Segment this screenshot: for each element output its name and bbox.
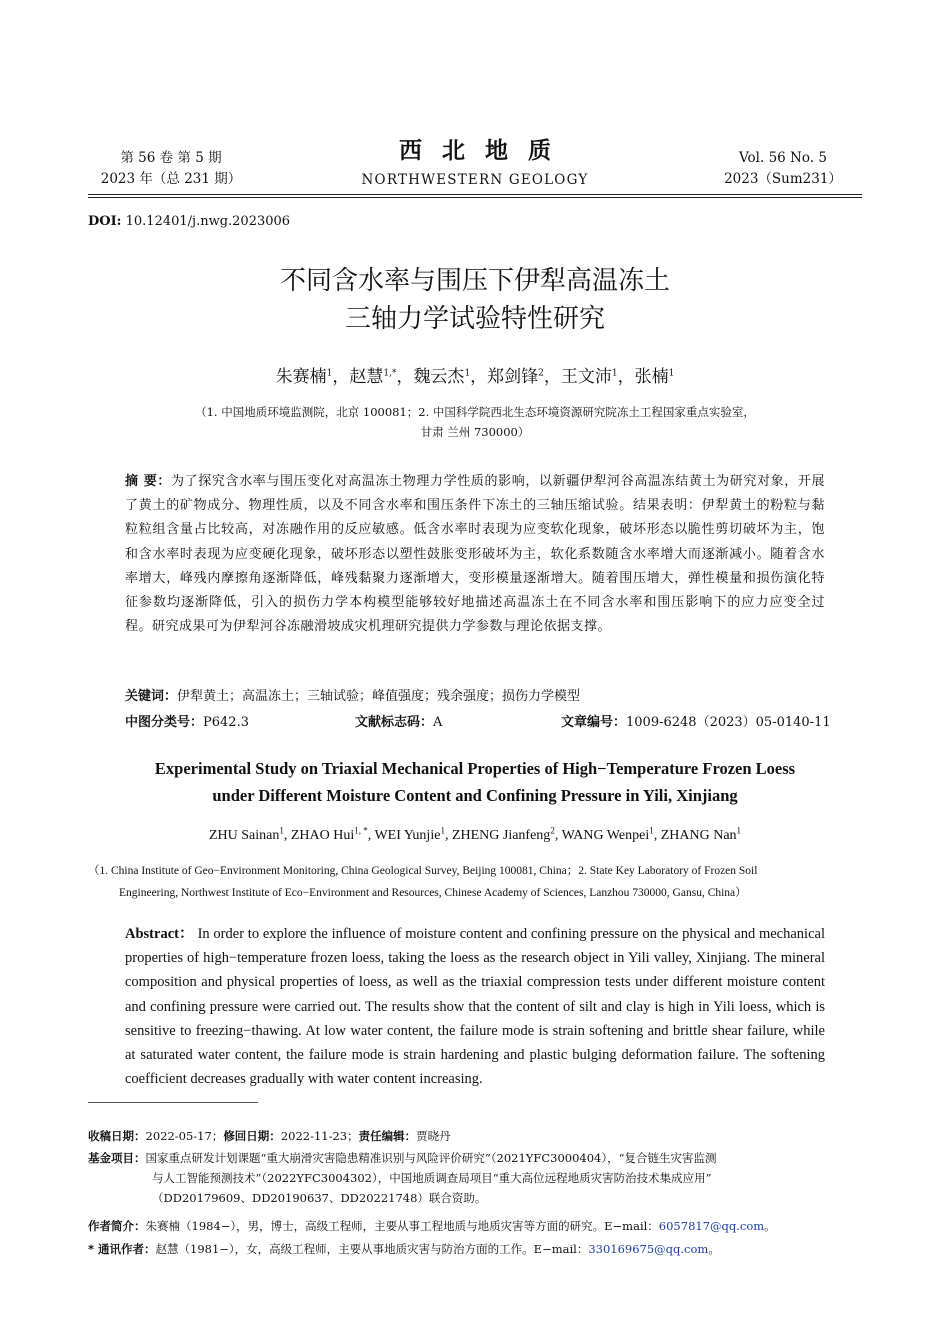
clc-number — [125, 711, 249, 730]
keywords — [125, 685, 825, 704]
author-en-sup: 1 — [279, 825, 284, 836]
article-number — [561, 711, 831, 730]
authors-cn: 朱赛楠$^1$，赵慧$^{1,*}$，魏云杰$^1$，郑剑锋$^2$，王文沛$^1$，张楠$^1$ — [275, 367, 675, 387]
authors-en: ZHU Sainan$^1$, ZHAO Hui$^{1, *}$, WEI Yunjie$^1$, ZHENG Jianfeng$^2$, WANG Wenpei$^1$, ZHANG Nan$^1$ — [208, 825, 742, 843]
received-date: 2022-05-17； — [145, 1129, 224, 1143]
header-rule-top — [88, 194, 862, 195]
author-email-link[interactable]: 6057817@qq.com — [658, 1219, 765, 1233]
funding-label: 基金项目： — [88, 1151, 146, 1165]
issue-volume-cn: 第 56 卷 第 5 期 — [120, 150, 222, 166]
author-en: ZHENG Jianfeng — [451, 828, 551, 843]
issue-info-en — [718, 148, 848, 190]
abstract-cn-label: 摘 要： — [125, 474, 172, 489]
abstract-en — [125, 922, 825, 1091]
revised-date: 2022-11-23； — [280, 1129, 359, 1143]
editor-label: 责任编辑： — [358, 1129, 417, 1143]
revised-label: 修回日期： — [223, 1129, 281, 1143]
funding-line2: 与人工智能预测技术”（2022YFC3004302），中国地质调查局项目“重大高位远程地质灾害防治技术集成应用” — [152, 1171, 712, 1185]
author-en-sup: 1, * — [354, 825, 368, 836]
document-code — [355, 711, 442, 730]
affiliation-cn-line1: （1. 中国地质环境监测院，北京 100081；2. 中国科学院西北生态环境资源研究院冻土工程国家重点实验室， — [195, 405, 755, 419]
art-label: 文章编号： — [561, 715, 627, 730]
author-cn: 王文沛 — [560, 367, 612, 387]
abstract-en-label: Abstract： — [125, 926, 194, 942]
doi-label: DOI: — [88, 214, 122, 229]
affiliations-cn — [120, 402, 830, 442]
journal-name-en: NORTHWESTERN GEOLOGY — [361, 172, 589, 188]
affiliation-en-line2: Engineering, Northwest Institute of Eco−Environment and Resources, Chinese Academy of Sciences, Lanzhou 730000, Gansu, China） — [119, 887, 747, 899]
affiliation-en-line1: （1. China Institute of Geo−Environment Monitoring, China Geological Survey, Beijing 100081, China；2. State Key Laboratory of Frozen Soil — [88, 865, 758, 877]
author-en-sup: 1 — [649, 825, 654, 836]
journal-masthead — [330, 132, 620, 188]
title-en-line2: under Different Moisture Content and Confining Pressure in Yili, Xinjiang — [212, 786, 738, 805]
issue-info-cn — [96, 148, 246, 190]
footnote-rule — [88, 1102, 258, 1103]
author-cn-sup: 1 — [611, 368, 618, 379]
corresponding-text: 赵慧（1981−），女，高级工程师，主要从事地质灾害与防治方面的工作。E−mail： — [155, 1242, 589, 1256]
clc-value: P642.3 — [203, 715, 249, 730]
author-en-sup: 2 — [550, 825, 555, 836]
title-cn-line2: 三轴力学试验特性研究 — [344, 304, 605, 334]
affiliation-cn-line2: 甘肃 兰州 730000） — [420, 425, 530, 439]
abstract-en-text: In order to explore the influence of moisture content and confining pressure on the physical and mechanical properties of high−temperature frozen loess, taking the loess as the research object in Yili valley, Xinjiang. The mineral composition and physical properties of loess, as well as the triaxial compression tests under different moisture content and confining pressure were carried out. The results show that the content of silt and clay is high in Yili loess, which is sensitive to freezing−thawing. At low water content, the failure mode is strain softening and brittle shear failure, while at saturated water content, the failure mode is strain hardening and plastic bulging deformation failure. The softening coefficient decreases gradually with water content increasing. — [125, 926, 825, 1088]
keywords-label: 关键词： — [125, 689, 178, 704]
funding-line1: 国家重点研发计划课题“重大崩滑灾害隐患精准识别与风险评价研究”（2021YFC3000404），“复合链生灾害监测 — [145, 1151, 717, 1165]
title-cn-line1: 不同含水率与围压下伊犁高温冻土 — [279, 266, 670, 296]
author-en: ZHAO Hui — [290, 828, 355, 843]
editor-name: 贾晓丹 — [416, 1129, 451, 1143]
issue-year-cn: 2023 年（总 231 期） — [100, 171, 242, 187]
author-cn-sup: 1 — [668, 368, 675, 379]
abstract-cn-text: 为了探究含水率与围压变化对高温冻土物理力学性质的影响，以新疆伊犁河谷高温冻结黄土为研究对象，开展了黄土的矿物成分、物理性质，以及不同含水率和围压条件下冻土的三轴压缩试验。结果表明：伊犁黄土的粉粒与黏粒粒组含量占比较高，对冻融作用的反应敏感。低含水率时表现为应变软化现象，破坏形态以脆性剪切破坏为主，饱和含水率时表现为应变硬化现象，破坏形态以塑性鼓胀变形破坏为主，软化系数随含水率增大而逐渐减小。随着含水率增大，峰残内摩擦角逐渐降低，峰残黏聚力逐渐增大，变形模量逐渐增大。随着围压增大，弹性模量和损伤演化特征参数均逐渐降低，引入的损伤力学本构模型能够较好地描述高温冻土在不同含水率和围压影响下的应力应变全过程。研究成果可为伊犁河谷冻融滑坡成灾机理研究提供力学参数与理论依据支撑。 — [125, 474, 825, 635]
received-label: 收稿日期： — [88, 1129, 146, 1143]
corresponding-email-link[interactable]: 330169675@qq.com — [588, 1242, 709, 1256]
title-cn — [88, 262, 862, 338]
author-en: ZHU Sainan — [208, 828, 280, 843]
corresponding-label: * 通讯作者： — [88, 1242, 156, 1256]
abstract-cn — [125, 470, 825, 639]
art-value: 1009-6248（2023）05-0140-11 — [626, 715, 831, 730]
author-en: ZHANG Nan — [660, 828, 737, 843]
author-en-sup: 1 — [440, 825, 445, 836]
footnote-dates — [88, 1126, 862, 1146]
author-cn-sup: 2 — [538, 368, 544, 379]
author-bio-end: 。 — [764, 1219, 776, 1233]
author-en: WANG Wenpei — [561, 828, 650, 843]
author-cn: 郑剑锋 — [487, 367, 539, 387]
author-cn-sup: 1,* — [383, 368, 397, 379]
issue-volume-en: Vol. 56 No. 5 — [739, 150, 827, 166]
author-cn: 赵慧 — [349, 367, 384, 387]
clc-label: 中图分类号： — [125, 715, 204, 730]
corresponding-end: 。 — [708, 1242, 720, 1256]
title-en — [88, 755, 862, 809]
footnote-author-bio — [88, 1216, 862, 1236]
footnote-funding — [88, 1148, 862, 1208]
header-rule-bottom — [88, 197, 862, 198]
author-bio-label: 作者简介： — [88, 1219, 146, 1233]
issue-year-en: 2023（Sum231） — [724, 171, 842, 187]
doc-label: 文献标志码： — [355, 715, 434, 730]
doi-value[interactable]: 10.12401/j.nwg.2023006 — [125, 214, 291, 229]
author-cn: 魏云杰 — [413, 367, 465, 387]
footnote-corresponding — [88, 1239, 862, 1259]
author-cn: 朱赛楠 — [275, 367, 327, 387]
author-cn-sup: 1 — [326, 368, 333, 379]
keywords-text: 伊犁黄土；高温冻土；三轴试验；峰值强度；残余强度；损伤力学模型 — [177, 689, 581, 704]
doc-value: A — [433, 715, 443, 730]
title-en-line1: Experimental Study on Triaxial Mechanical Properties of High−Temperature Frozen Loess — [154, 759, 796, 778]
journal-name-cn: 西北地质 — [399, 138, 571, 164]
author-en-sup: 1 — [736, 825, 742, 836]
author-bio-text: 朱赛楠（1984−），男，博士，高级工程师，主要从事工程地质与地质灾害等方面的研究。E−mail： — [145, 1219, 659, 1233]
doi — [88, 214, 290, 229]
author-en: WEI Yunjie — [374, 828, 441, 843]
funding-line3: （DD20179609、DD20190637、DD20221748）联合资助。 — [152, 1191, 487, 1205]
author-cn: 张楠 — [634, 367, 669, 387]
author-cn-sup: 1 — [464, 368, 471, 379]
affiliations-en — [88, 860, 862, 904]
